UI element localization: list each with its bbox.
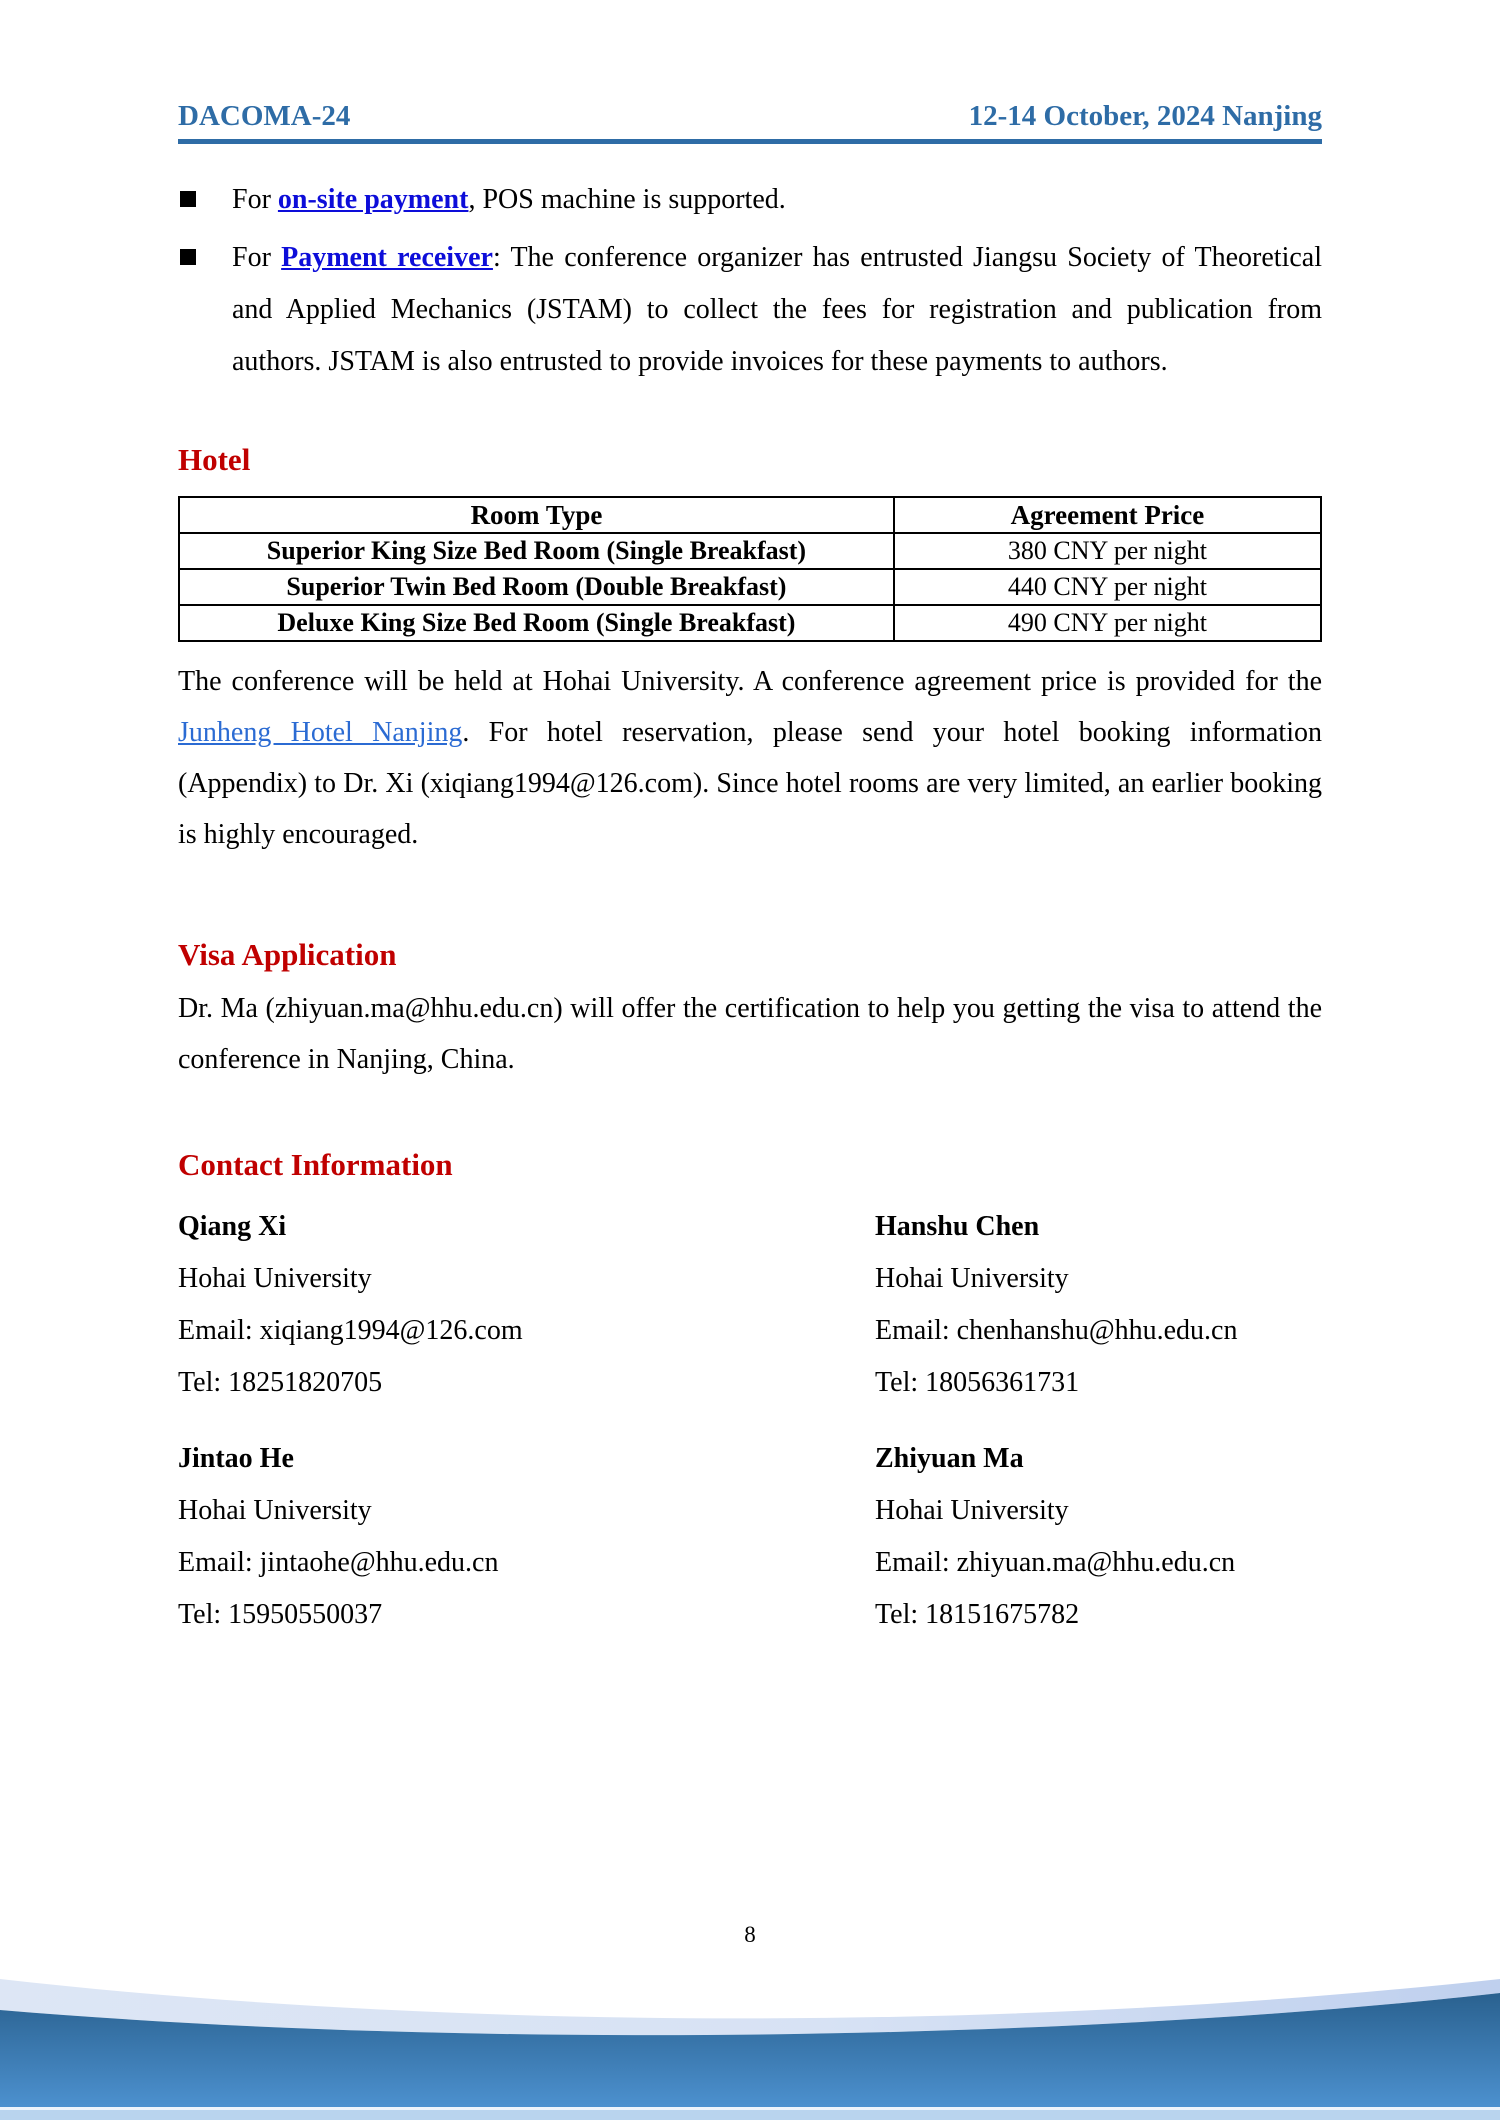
column-header-room-type: Room Type	[179, 497, 894, 533]
header-date-location: 12-14 October, 2024 Nanjing	[968, 100, 1322, 132]
contact-org: Hohai University	[875, 1263, 1069, 1294]
hotel-section-heading: Hotel	[178, 442, 251, 477]
contact-org: Hohai University	[178, 1495, 372, 1526]
contact-email: Email: xiqiang1994@126.com	[178, 1315, 523, 1346]
bullet-item-payment-receiver	[178, 232, 1322, 388]
page-number: 8	[744, 1922, 756, 1947]
contact-card-hanshu-chen	[875, 1201, 1322, 1409]
price-cell: 380 CNY per night	[894, 533, 1321, 569]
header-conference-name: DACOMA-24	[178, 100, 351, 132]
contact-section-heading: Contact Information	[178, 1147, 453, 1182]
room-type-cell: Superior Twin Bed Room (Double Breakfast)	[179, 569, 894, 605]
price-cell: 490 CNY per night	[894, 605, 1321, 641]
hotel-paragraph-post: . For hotel reservation, please send your hotel booking information (Appendix) to Dr. Xi (xiqiang1994@126.com). Since hotel rooms are very limited, an earlier booking is highly encouraged.	[178, 717, 1322, 850]
contact-tel: Tel: 15950550037	[178, 1599, 383, 1630]
bullet-text-post: , POS machine is supported.	[468, 184, 786, 215]
hotel-paragraph	[178, 656, 1322, 860]
contact-email: Email: chenhanshu@hhu.edu.cn	[875, 1315, 1238, 1346]
contact-name: Zhiyuan Ma	[875, 1443, 1024, 1474]
contact-org: Hohai University	[875, 1495, 1069, 1526]
contact-tel: Tel: 18251820705	[178, 1367, 383, 1398]
contact-card-jintao-he	[178, 1433, 875, 1641]
table-row	[179, 533, 1321, 569]
page-content	[178, 174, 1322, 1665]
bullet-text-pre: For	[232, 242, 282, 273]
bullet-text-post: : The conference organizer has entrusted Jiangsu Society of Theoretical and Applied Mechanics (JSTAM) to collect the fees for registration and publication from authors. JSTAM is also entrusted to provide invoices for these payments to authors.	[232, 242, 1322, 377]
contact-name: Qiang Xi	[178, 1211, 287, 1242]
contact-name: Hanshu Chen	[875, 1211, 1040, 1242]
junheng-hotel-link[interactable]: Junheng Hotel Nanjing	[178, 717, 463, 748]
contact-email: Email: zhiyuan.ma@hhu.edu.cn	[875, 1547, 1236, 1578]
visa-paragraph: Dr. Ma (zhiyuan.ma@hhu.edu.cn) will offer the certification to help you getting the visa to attend the conference in Nanjing, China.	[178, 993, 1322, 1075]
column-header-agreement-price: Agreement Price	[894, 497, 1321, 533]
bullet-text-pre: For	[232, 184, 278, 215]
hotel-price-table	[178, 496, 1322, 642]
onsite-payment-link[interactable]: on-site payment	[277, 184, 469, 215]
contact-org: Hohai University	[178, 1263, 372, 1294]
room-type-cell: Deluxe King Size Bed Room (Single Breakfast)	[179, 605, 894, 641]
bullet-item-onsite-payment	[178, 174, 1322, 226]
table-row	[179, 605, 1321, 641]
footer-wave-decoration	[0, 1900, 1500, 2120]
page-header	[178, 100, 1322, 144]
table-header-row	[179, 497, 1321, 533]
room-type-cell: Superior King Size Bed Room (Single Breakfast)	[179, 533, 894, 569]
contact-email: Email: jintaohe@hhu.edu.cn	[178, 1547, 499, 1578]
payment-bullet-list	[178, 174, 1322, 388]
square-bullet-icon	[180, 249, 196, 265]
wave-graphic-icon	[0, 1900, 1500, 2120]
contact-name: Jintao He	[178, 1443, 294, 1474]
payment-receiver-link[interactable]: Payment receiver	[281, 242, 493, 273]
contact-grid	[178, 1201, 1322, 1665]
contact-tel: Tel: 18151675782	[875, 1599, 1080, 1630]
table-row	[179, 569, 1321, 605]
contact-tel: Tel: 18056361731	[875, 1367, 1080, 1398]
visa-section-heading: Visa Application	[178, 937, 397, 972]
contact-card-zhiyuan-ma	[875, 1433, 1322, 1641]
price-cell: 440 CNY per night	[894, 569, 1321, 605]
hotel-paragraph-pre: The conference will be held at Hohai University. A conference agreement price is provided for the	[178, 666, 1322, 697]
contact-card-qiang-xi	[178, 1201, 875, 1409]
square-bullet-icon	[180, 191, 196, 207]
